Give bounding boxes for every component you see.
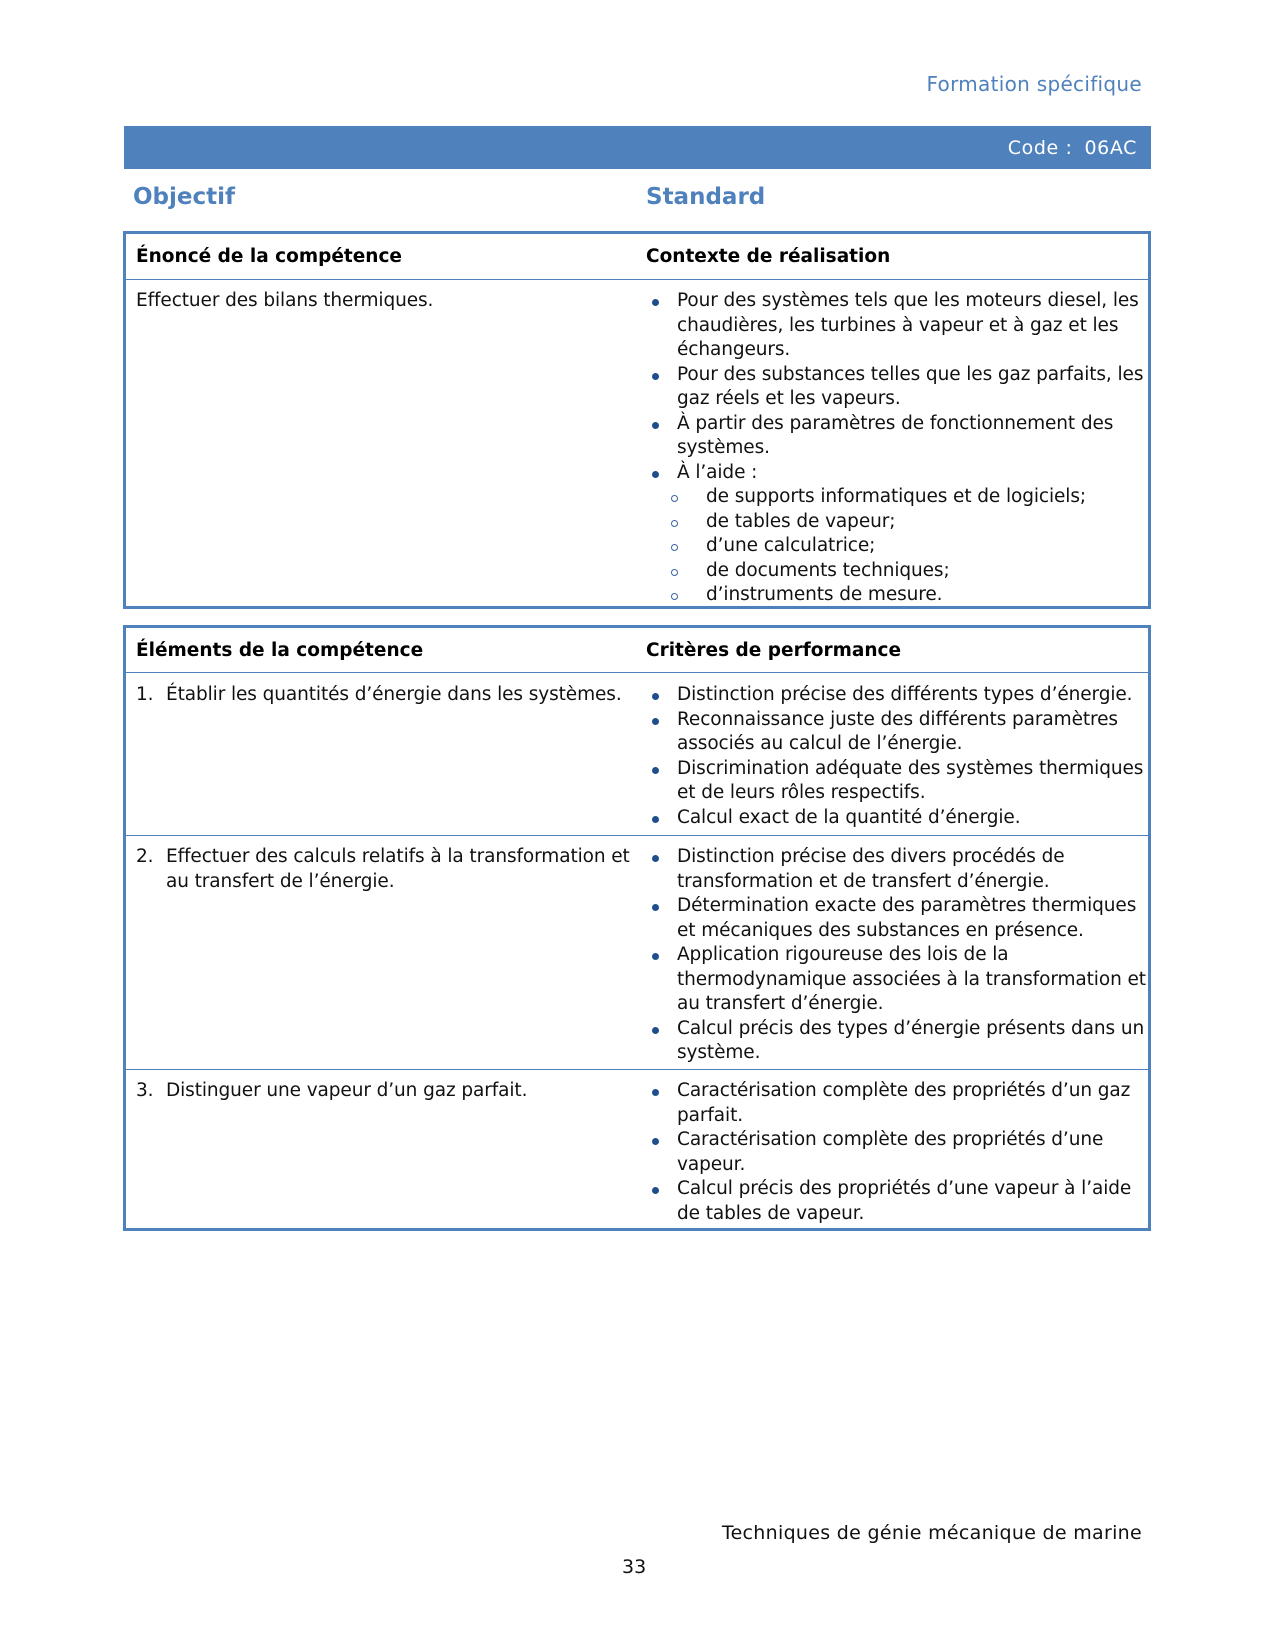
criteria-list <box>646 1079 1148 1226</box>
list-item: Distinction précise des divers procédés de transformation et de transfert d’énergie. <box>646 845 1148 894</box>
list-item: À l’aide : <box>646 461 1148 486</box>
program-title: Techniques de génie mécanique de marine <box>721 1522 1142 1544</box>
code-value: 06AC <box>1084 136 1137 159</box>
page-number: 33 <box>622 1556 647 1578</box>
criteria-list <box>646 845 1148 1066</box>
table-row <box>126 1069 1148 1226</box>
list-item: Application rigoureuse des lois de la thermodynamique associées à la transformation et au transfert d’énergie. <box>646 943 1148 1017</box>
table-header-row <box>126 234 1148 279</box>
context-header: Contexte de réalisation <box>646 246 891 267</box>
list-item: Calcul précis des types d’énergie présents dans un système. <box>646 1017 1148 1066</box>
competence-table <box>123 231 1151 609</box>
objective-heading: Objectif <box>133 184 236 210</box>
standard-heading: Standard <box>646 184 766 210</box>
list-item: de tables de vapeur; <box>646 510 1148 535</box>
criteria-list <box>646 683 1148 830</box>
context-cell <box>636 289 1148 608</box>
statement-header: Énoncé de la compétence <box>136 246 402 267</box>
context-sublist <box>646 485 1148 608</box>
code-label: Code : <box>1007 136 1073 159</box>
formation-label: Formation spécifique <box>926 72 1142 96</box>
list-item: d’une calculatrice; <box>646 534 1148 559</box>
element-item: 1. Établir les quantités d’énergie dans les systèmes. <box>136 684 622 705</box>
context-list <box>646 289 1148 485</box>
list-item: Calcul précis des propriétés d’une vapeur à l’aide de tables de vapeur. <box>646 1177 1148 1226</box>
list-item: Pour des systèmes tels que les moteurs diesel, les chaudières, les turbines à vapeur et à gaz et les échangeurs. <box>646 289 1148 363</box>
list-item: d’instruments de mesure. <box>646 583 1148 608</box>
list-item: Reconnaissance juste des différents paramètres associés au calcul de l’énergie. <box>646 708 1148 757</box>
competence-statement: Effectuer des bilans thermiques. <box>136 290 434 311</box>
table-row <box>126 835 1148 1069</box>
list-item: Discrimination adéquate des systèmes thermiques et de leurs rôles respectifs. <box>646 757 1148 806</box>
list-item: Caractérisation complète des propriétés d’un gaz parfait. <box>646 1079 1148 1128</box>
list-item: de supports informatiques et de logiciels; <box>646 485 1148 510</box>
elements-header: Éléments de la compétence <box>136 639 424 661</box>
list-item: Pour des substances telles que les gaz parfaits, les gaz réels et les vapeurs. <box>646 363 1148 412</box>
list-item: Calcul exact de la quantité d’énergie. <box>646 806 1148 831</box>
list-item: À partir des paramètres de fonctionnement des systèmes. <box>646 412 1148 461</box>
table-header-row <box>126 628 1148 672</box>
list-item: de documents techniques; <box>646 559 1148 584</box>
element-item: 3. Distinguer une vapeur d’un gaz parfait. <box>136 1080 528 1101</box>
table-row <box>126 279 1148 608</box>
element-item: 2. Effectuer des calculs relatifs à la transformation et au transfert de l’énergie. <box>136 846 630 892</box>
table-row <box>126 672 1148 835</box>
list-item: Détermination exacte des paramètres thermiques et mécaniques des substances en présence. <box>646 894 1148 943</box>
criteria-header: Critères de performance <box>646 639 902 661</box>
elements-table <box>123 625 1151 1231</box>
code-banner <box>124 126 1151 169</box>
list-item: Distinction précise des différents types d’énergie. <box>646 683 1148 708</box>
list-item: Caractérisation complète des propriétés d’une vapeur. <box>646 1128 1148 1177</box>
